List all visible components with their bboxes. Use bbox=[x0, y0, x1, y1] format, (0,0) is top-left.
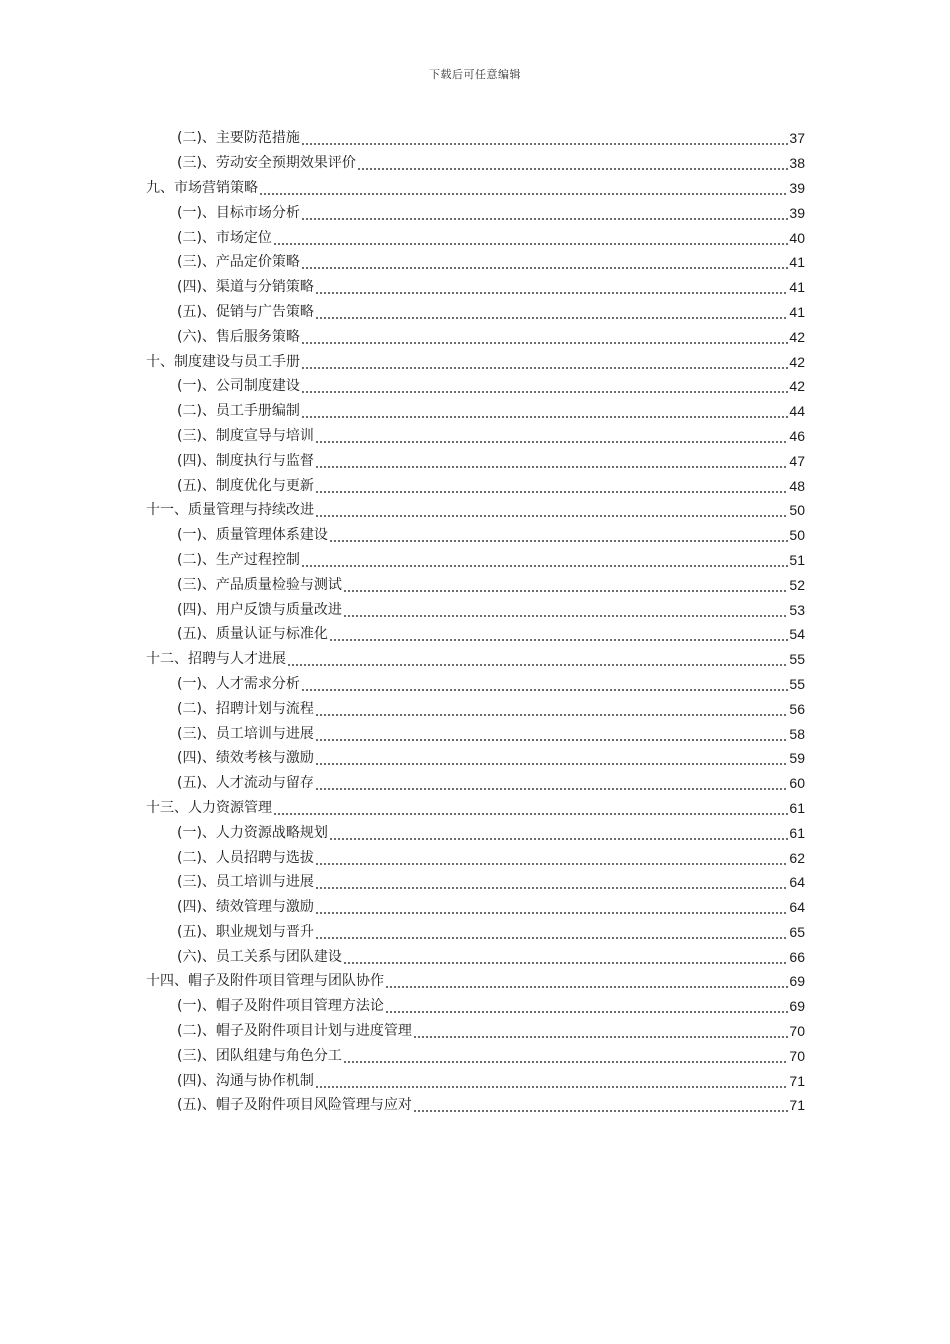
toc-entry-page-number: 60 bbox=[789, 775, 805, 792]
toc-entry-title: (五)、职业规划与晋升 bbox=[177, 923, 314, 940]
toc-entry[interactable] bbox=[0, 969, 950, 994]
toc-dot-leader bbox=[315, 903, 788, 915]
toc-entry[interactable] bbox=[0, 176, 950, 201]
toc-dot-leader bbox=[301, 358, 788, 370]
toc-entry[interactable] bbox=[0, 225, 950, 250]
toc-entry-title: (五)、质量认证与标准化 bbox=[177, 626, 328, 643]
toc-entry-page-number: 50 bbox=[789, 502, 805, 519]
toc-entry[interactable] bbox=[0, 1043, 950, 1068]
toc-entry-title: (三)、产品定价策略 bbox=[177, 254, 300, 271]
toc-entry-page-number: 55 bbox=[789, 651, 805, 668]
toc-entry-page-number: 56 bbox=[789, 700, 805, 717]
toc-entry-page-number: 66 bbox=[789, 948, 805, 965]
toc-dot-leader bbox=[357, 159, 788, 171]
toc-entry-title: (二)、员工手册编制 bbox=[177, 403, 300, 420]
toc-dot-leader bbox=[315, 457, 788, 469]
toc-entry-page-number: 38 bbox=[789, 155, 805, 172]
toc-entry-title: (三)、员工培训与进展 bbox=[177, 725, 314, 742]
toc-dot-leader bbox=[413, 1101, 788, 1113]
toc-dot-leader bbox=[315, 928, 788, 940]
toc-entry-title: (一)、公司制度建设 bbox=[177, 378, 300, 395]
toc-dot-leader bbox=[343, 606, 788, 618]
toc-entry-title: (六)、售后服务策略 bbox=[177, 328, 300, 345]
toc-entry[interactable] bbox=[0, 250, 950, 275]
toc-dot-leader bbox=[301, 382, 788, 394]
toc-entry-title: (五)、人才流动与留存 bbox=[177, 775, 314, 792]
toc-entry-title: (一)、人才需求分析 bbox=[177, 675, 300, 692]
toc-dot-leader bbox=[315, 730, 788, 742]
toc-entry[interactable] bbox=[0, 374, 950, 399]
toc-dot-leader bbox=[315, 854, 788, 866]
toc-entry[interactable] bbox=[0, 796, 950, 821]
toc-dot-leader bbox=[413, 1027, 788, 1039]
toc-entry-title: 九、市场营销策略 bbox=[146, 179, 258, 196]
toc-entry[interactable] bbox=[0, 424, 950, 449]
toc-entry-page-number: 41 bbox=[789, 254, 805, 271]
toc-entry-page-number: 69 bbox=[789, 998, 805, 1015]
toc-entry-title: (三)、员工培训与进展 bbox=[177, 874, 314, 891]
toc-entry[interactable] bbox=[0, 151, 950, 176]
toc-dot-leader bbox=[301, 556, 788, 568]
toc-entry-page-number: 41 bbox=[789, 279, 805, 296]
toc-entry[interactable] bbox=[0, 622, 950, 647]
toc-dot-leader bbox=[301, 333, 788, 345]
toc-entry-title: (三)、产品质量检验与测试 bbox=[177, 576, 342, 593]
toc-entry-page-number: 47 bbox=[789, 452, 805, 469]
toc-dot-leader bbox=[301, 209, 788, 221]
toc-entry-page-number: 40 bbox=[789, 229, 805, 246]
toc-entry-page-number: 50 bbox=[789, 527, 805, 544]
toc-entry-title: (二)、帽子及附件项目计划与进度管理 bbox=[177, 1023, 412, 1040]
toc-dot-leader bbox=[259, 184, 788, 196]
toc-entry[interactable] bbox=[0, 721, 950, 746]
toc-entry-page-number: 44 bbox=[789, 403, 805, 420]
table-of-contents bbox=[0, 126, 950, 1118]
toc-dot-leader bbox=[301, 680, 788, 692]
toc-dot-leader bbox=[315, 432, 788, 444]
toc-dot-leader bbox=[301, 258, 788, 270]
toc-entry-title: (五)、制度优化与更新 bbox=[177, 477, 314, 494]
toc-entry-page-number: 64 bbox=[789, 899, 805, 916]
toc-dot-leader bbox=[301, 407, 788, 419]
toc-entry-page-number: 62 bbox=[789, 849, 805, 866]
toc-entry-page-number: 61 bbox=[789, 824, 805, 841]
toc-entry-page-number: 70 bbox=[789, 1047, 805, 1064]
toc-entry-title: (三)、团队组建与角色分工 bbox=[177, 1047, 342, 1064]
toc-entry[interactable] bbox=[0, 399, 950, 424]
toc-entry[interactable] bbox=[0, 572, 950, 597]
toc-entry-page-number: 64 bbox=[789, 874, 805, 891]
toc-entry[interactable] bbox=[0, 275, 950, 300]
toc-entry[interactable] bbox=[0, 548, 950, 573]
toc-entry-title: (四)、绩效考核与激励 bbox=[177, 750, 314, 767]
toc-entry-page-number: 59 bbox=[789, 750, 805, 767]
toc-dot-leader bbox=[343, 953, 788, 965]
toc-dot-leader bbox=[385, 1002, 788, 1014]
toc-dot-leader bbox=[315, 779, 788, 791]
toc-entry-title: (二)、市场定位 bbox=[177, 229, 272, 246]
toc-entry-page-number: 42 bbox=[789, 378, 805, 395]
toc-dot-leader bbox=[315, 308, 788, 320]
toc-entry-page-number: 58 bbox=[789, 725, 805, 742]
toc-entry[interactable] bbox=[0, 771, 950, 796]
toc-entry-page-number: 41 bbox=[789, 303, 805, 320]
toc-entry[interactable] bbox=[0, 647, 950, 672]
toc-entry[interactable] bbox=[0, 820, 950, 845]
toc-dot-leader bbox=[315, 1077, 788, 1089]
toc-entry-title: (五)、促销与广告策略 bbox=[177, 303, 314, 320]
toc-entry-page-number: 42 bbox=[789, 328, 805, 345]
toc-entry-title: 十一、质量管理与持续改进 bbox=[146, 502, 314, 519]
toc-dot-leader bbox=[315, 482, 788, 494]
toc-entry[interactable] bbox=[0, 1068, 950, 1093]
toc-entry-page-number: 42 bbox=[789, 353, 805, 370]
toc-entry[interactable] bbox=[0, 994, 950, 1019]
toc-entry[interactable] bbox=[0, 597, 950, 622]
toc-entry-page-number: 54 bbox=[789, 626, 805, 643]
toc-entry-title: (四)、制度执行与监督 bbox=[177, 452, 314, 469]
toc-entry-page-number: 52 bbox=[789, 576, 805, 593]
toc-dot-leader bbox=[315, 506, 788, 518]
toc-entry-title: (五)、帽子及附件项目风险管理与应对 bbox=[177, 1097, 412, 1114]
toc-dot-leader bbox=[315, 878, 788, 890]
toc-entry-page-number: 71 bbox=[789, 1072, 805, 1089]
toc-entry[interactable] bbox=[0, 473, 950, 498]
toc-entry-title: (一)、帽子及附件项目管理方法论 bbox=[177, 998, 384, 1015]
toc-entry-page-number: 53 bbox=[789, 601, 805, 618]
toc-entry-title: (四)、绩效管理与激励 bbox=[177, 899, 314, 916]
toc-entry-title: (三)、制度宣导与培训 bbox=[177, 427, 314, 444]
toc-entry-page-number: 69 bbox=[789, 973, 805, 990]
toc-entry-title: (一)、人力资源战略规划 bbox=[177, 824, 328, 841]
toc-entry-page-number: 71 bbox=[789, 1097, 805, 1114]
toc-entry-page-number: 61 bbox=[789, 799, 805, 816]
toc-dot-leader bbox=[343, 581, 788, 593]
toc-entry-page-number: 39 bbox=[789, 204, 805, 221]
toc-entry[interactable] bbox=[0, 349, 950, 374]
toc-entry[interactable] bbox=[0, 324, 950, 349]
toc-dot-leader bbox=[329, 630, 788, 642]
toc-entry-title: (二)、招聘计划与流程 bbox=[177, 700, 314, 717]
toc-dot-leader bbox=[273, 234, 788, 246]
toc-entry-title: (四)、沟通与协作机制 bbox=[177, 1072, 314, 1089]
toc-entry[interactable] bbox=[0, 200, 950, 225]
toc-entry-title: 十四、帽子及附件项目管理与团队协作 bbox=[146, 973, 384, 990]
toc-entry-page-number: 65 bbox=[789, 923, 805, 940]
page-header: 下载后可任意编辑 bbox=[429, 68, 521, 81]
toc-entry-title: 十、制度建设与员工手册 bbox=[146, 353, 300, 370]
toc-entry-title: (四)、用户反馈与质量改进 bbox=[177, 601, 342, 618]
toc-entry-title: (二)、主要防范措施 bbox=[177, 130, 300, 147]
toc-entry[interactable] bbox=[0, 1093, 950, 1118]
toc-entry[interactable] bbox=[0, 870, 950, 895]
toc-entry-page-number: 70 bbox=[789, 1023, 805, 1040]
toc-entry-title: (六)、员工关系与团队建设 bbox=[177, 948, 342, 965]
toc-dot-leader bbox=[315, 705, 788, 717]
toc-entry[interactable] bbox=[0, 920, 950, 945]
toc-dot-leader bbox=[329, 829, 788, 841]
toc-entry-page-number: 55 bbox=[789, 675, 805, 692]
toc-dot-leader bbox=[315, 283, 788, 295]
toc-entry-title: (二)、人员招聘与选拔 bbox=[177, 849, 314, 866]
toc-entry[interactable] bbox=[0, 1019, 950, 1044]
toc-entry[interactable] bbox=[0, 300, 950, 325]
toc-dot-leader bbox=[385, 977, 788, 989]
toc-entry-page-number: 46 bbox=[789, 427, 805, 444]
toc-dot-leader bbox=[273, 804, 788, 816]
toc-dot-leader bbox=[287, 655, 788, 667]
toc-dot-leader bbox=[301, 134, 788, 146]
toc-entry-page-number: 39 bbox=[789, 179, 805, 196]
toc-entry[interactable] bbox=[0, 498, 950, 523]
toc-entry[interactable] bbox=[0, 448, 950, 473]
toc-entry[interactable] bbox=[0, 895, 950, 920]
toc-entry[interactable] bbox=[0, 944, 950, 969]
toc-entry[interactable] bbox=[0, 746, 950, 771]
toc-entry-page-number: 51 bbox=[789, 551, 805, 568]
toc-dot-leader bbox=[329, 531, 788, 543]
toc-entry-title: (一)、质量管理体系建设 bbox=[177, 527, 328, 544]
toc-entry[interactable] bbox=[0, 696, 950, 721]
toc-entry-title: (四)、渠道与分销策略 bbox=[177, 279, 314, 296]
toc-entry-title: 十三、人力资源管理 bbox=[146, 799, 272, 816]
toc-entry-title: (二)、生产过程控制 bbox=[177, 551, 300, 568]
toc-entry[interactable] bbox=[0, 523, 950, 548]
toc-entry-page-number: 48 bbox=[789, 477, 805, 494]
toc-dot-leader bbox=[315, 754, 788, 766]
toc-entry[interactable] bbox=[0, 845, 950, 870]
toc-entry-page-number: 37 bbox=[789, 130, 805, 147]
toc-entry-title: (一)、目标市场分析 bbox=[177, 204, 300, 221]
toc-entry-title: (三)、劳动安全预期效果评价 bbox=[177, 155, 356, 172]
toc-entry-title: 十二、招聘与人才进展 bbox=[146, 651, 286, 668]
toc-entry[interactable] bbox=[0, 126, 950, 151]
toc-dot-leader bbox=[343, 1052, 788, 1064]
toc-entry[interactable] bbox=[0, 672, 950, 697]
